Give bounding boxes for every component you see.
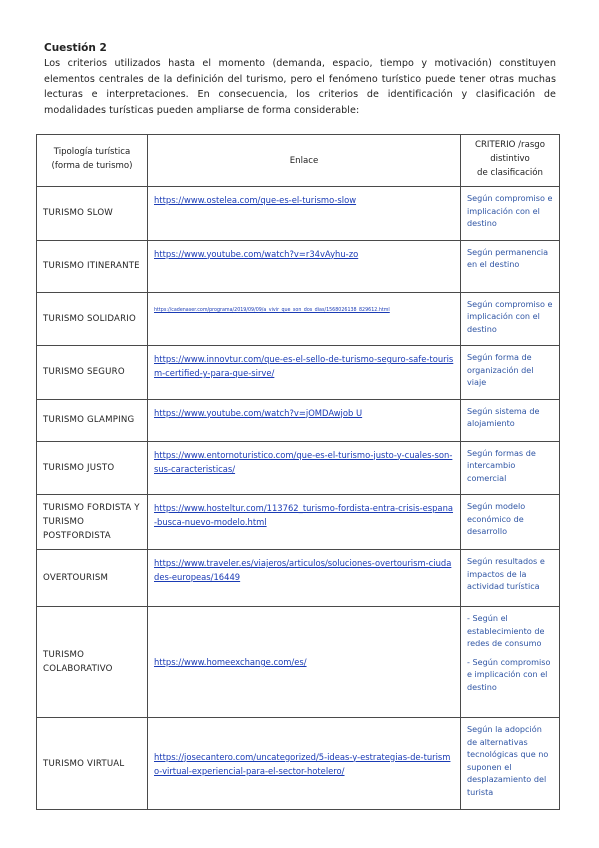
cell-tipologia [37,187,148,241]
criterio-text: Según compromiso e implicación con el destino [467,193,553,228]
cell-tipologia [37,441,148,495]
table-row [37,441,560,495]
cell-enlace [148,292,461,346]
cell-enlace [148,346,461,400]
criterio-text: - Según el establecimiento de redes de consumo [467,613,545,648]
cell-criterio [461,187,560,241]
cell-enlace [148,495,461,550]
tipologia-label: TURISMO GLAMPING [43,415,135,425]
cell-tipologia [37,550,148,607]
cell-tipologia [37,718,148,810]
header-row [37,135,560,187]
tipologia-label: TURISMO FORDISTA Y TURISMO POSTFORDISTA [43,503,140,541]
cell-enlace [148,240,461,292]
cell-enlace [148,718,461,810]
cell-enlace [148,187,461,241]
enlace-link[interactable]: https://www.youtube.com/watch?v=jOMDAwjob U [154,407,363,418]
cell-enlace [148,441,461,495]
header-criterio [461,135,560,187]
table-row [37,399,560,441]
header-tipologia-line2: (forma de turismo) [51,161,133,171]
criterio-text: Según permanencia en el destino [467,246,549,269]
enlace-link[interactable]: https://www.innovtur.com/que-es-el-sello-de-turismo-seguro-safe-tourism-certified-y-para-que-sirve/ [154,354,454,378]
tipologia-label: TURISMO SOLIDARIO [43,313,136,324]
table-row [37,495,560,550]
cell-enlace [148,399,461,441]
cell-criterio [461,240,560,292]
criterio-text: Según resultados e impactos de la actividad turística [467,556,545,591]
table-row [37,607,560,718]
cell-tipologia [37,292,148,346]
tipologia-label: TURISMO JUSTO [43,462,115,473]
header-tipologia-line1: Tipología turística [53,147,131,157]
tourism-typology-table [36,134,560,810]
criterio-text: - Según compromiso e implicación con el destino [467,656,551,692]
table-row [37,292,560,346]
tipologia-label: TURISMO SEGURO [43,367,125,378]
cell-criterio [461,607,560,718]
criterio-text: Según formas de intercambio comercial [467,447,536,483]
tipologia-label: TURISMO ITINERANTE [43,261,140,271]
enlace-link[interactable]: https://www.hosteltur.com/113762_turismo-fordista-entra-crisis-espana-busca-nuevo-modelo.html [154,503,454,527]
section-heading: Cuestión 2 [44,42,107,54]
header-enlace [148,135,461,187]
criterio-text: Según la adopción de alternativas tecnológicas que no suponen el desplazamiento del turista [467,724,549,797]
criterio-text: Según modelo económico de desarrollo [467,501,526,536]
tipologia-label: OVERTOURISM [43,573,109,583]
table-row [37,240,560,292]
criterio-text: Según forma de organización del viaje [467,352,534,387]
cell-enlace [148,550,461,607]
enlace-link[interactable]: https://www.entornoturistico.com/que-es-el-turismo-justo-y-cuales-son-sus-caracteristicas/ [154,449,453,474]
tipologia-label: TURISMO SLOW [43,208,114,219]
table-row [37,346,560,400]
header-criterio-line3: de clasificación [477,168,543,178]
cell-criterio [461,495,560,550]
cell-criterio [461,292,560,346]
header-enlace-label: Enlace [289,156,319,166]
table-row [37,187,560,241]
cell-tipologia [37,495,148,550]
cell-tipologia [37,346,148,400]
cell-tipologia [37,240,148,292]
enlace-link[interactable]: https://www.traveler.es/viajeros/articulos/soluciones-overtourism-ciudades-europeas/16449 [154,558,452,582]
enlace-link[interactable]: https://cadenaser.com/programa/2019/09/09/a_vivir_que_son_dos_dias/1568026138_829612.html [154,307,390,313]
table-row [37,718,560,810]
table-row [37,550,560,607]
tipologia-label: TURISMO VIRTUAL [43,758,125,769]
header-criterio-line2: distintivo [490,154,530,164]
header-criterio-line1: CRITERIO /rasgo [474,140,546,150]
cell-enlace [148,607,461,718]
cell-criterio [461,399,560,441]
cell-criterio [461,346,560,400]
cell-criterio [461,718,560,810]
tipologia-label: TURISMO COLABORATIVO [43,650,113,674]
enlace-link[interactable]: https://www.youtube.com/watch?v=r34vAyhu-zo [154,248,359,259]
cell-tipologia [37,399,148,441]
header-tipologia [37,135,148,187]
intro-paragraph: Los criterios utilizados hasta el momento (demanda, espacio, tiempo y motivación) constituyen elementos centrales de la definición del turismo, pero el fenómeno turístico puede tener otras muchas lecturas e interpretaciones. En consecuencia, los criterios de identificación y clasificación de modalidades turísticas pueden ampliarse de forma considerable: [44,58,556,116]
criterio-text: Según sistema de alojamiento [467,405,540,428]
cell-criterio [461,550,560,607]
enlace-link[interactable]: https://www.ostelea.com/que-es-el-turismo-slow [154,195,357,205]
cell-criterio [461,441,560,495]
enlace-link[interactable]: https://www.homeexchange.com/es/ [154,657,307,667]
criterio-text: Según compromiso e implicación con el destino [467,298,553,334]
enlace-link[interactable]: https://josecantero.com/uncategorized/5-ideas-y-estrategias-de-turismo-virtual-experiencial-para-el-sector-hotelero/ [154,751,451,776]
cell-tipologia [37,607,148,718]
